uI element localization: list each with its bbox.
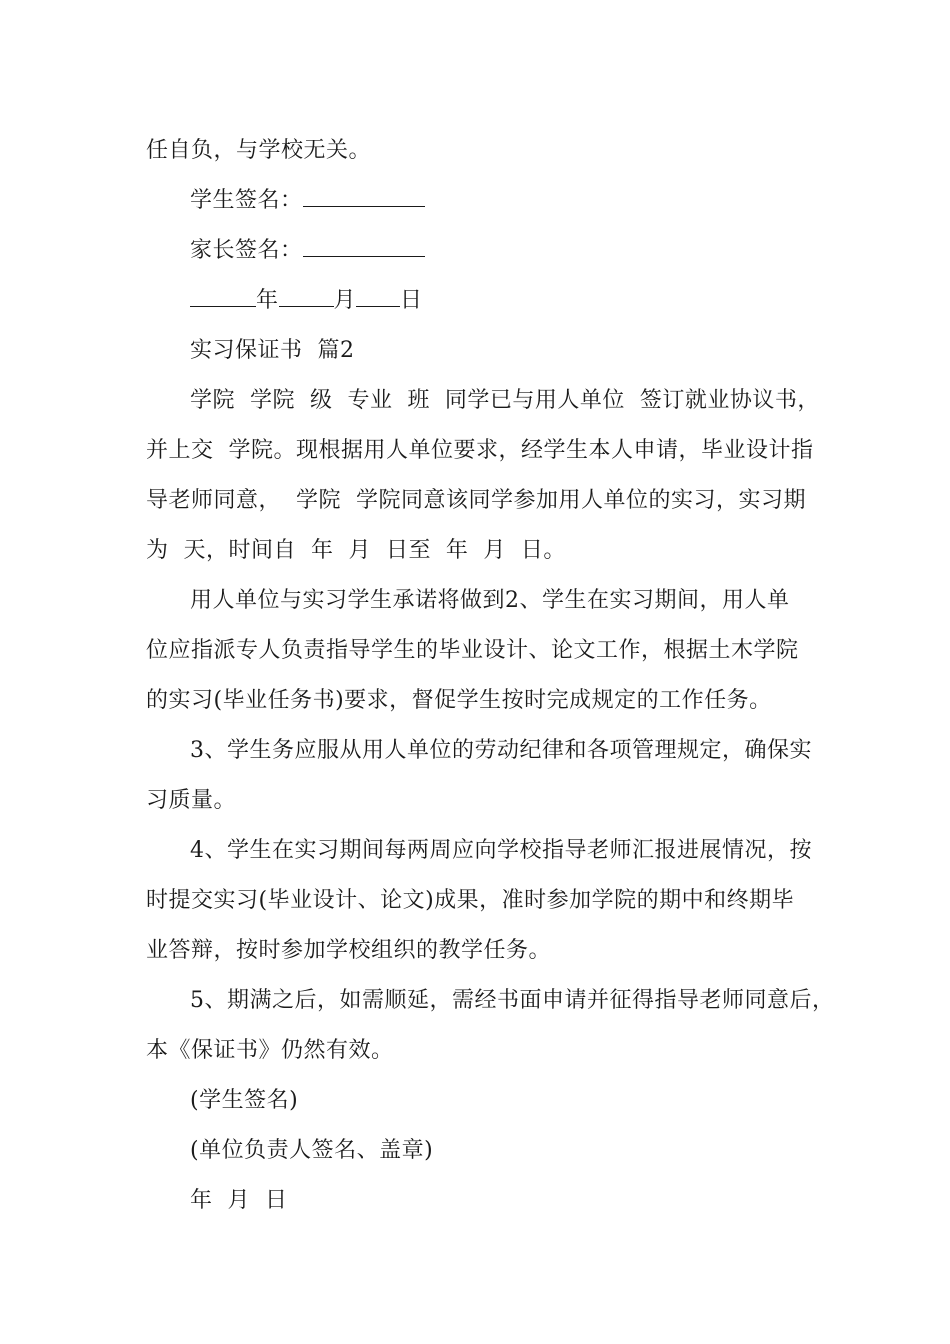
parent-signature-blank <box>303 236 425 257</box>
paragraph-line: 并上交 学院。现根据用人单位要求，经学生本人申请，毕业设计指 <box>146 438 814 463</box>
paragraph-line: 的实习(毕业任务书)要求，督促学生按时完成规定的工作任务。 <box>146 688 772 713</box>
paragraph-line: 位应指派专人负责指导学生的毕业设计、论文工作，根据土木学院 <box>146 638 799 663</box>
paragraph-line: 5、期满之后，如需顺延，需经书面申请并征得指导老师同意后， <box>190 988 835 1013</box>
paragraph-line: 学院 学院 级 专业 班 同学已与用人单位 签订就业协议书， <box>190 388 820 413</box>
parent-signature-label: 家长签名： <box>190 238 303 263</box>
signature-date-line <box>190 286 870 316</box>
section-title: 实习保证书 篇2 <box>190 338 355 363</box>
paragraph-line: 为 天，时间自 年 月 日至 年 月 日。 <box>146 538 566 563</box>
closing-date: 年 月 日 <box>190 1188 288 1213</box>
paragraph-line: 时提交实习(毕业设计、论文)成果，准时参加学院的期中和终期毕 <box>146 888 795 913</box>
intro-tail-text: 任自负，与学校无关。 <box>146 138 372 163</box>
day-blank <box>356 286 400 307</box>
paragraph-line: 习质量。 <box>146 788 237 813</box>
unit-sign-note: (单位负责人签名、盖章) <box>190 1138 434 1163</box>
date-day-label: 日 <box>400 288 423 313</box>
student-signature-line <box>190 186 870 216</box>
paragraph-line: 业答辩，按时参加学校组织的教学任务。 <box>146 938 552 963</box>
paragraph-line: 3、学生务应服从用人单位的劳动纪律和各项管理规定，确保实 <box>190 738 812 763</box>
date-year-label: 年 <box>256 288 279 313</box>
year-blank <box>190 286 256 307</box>
student-signature-blank <box>303 186 425 207</box>
paragraph-line: 本《保证书》仍然有效。 <box>146 1038 394 1063</box>
student-signature-label: 学生签名： <box>190 188 303 213</box>
student-sign-note: (学生签名) <box>190 1088 299 1113</box>
date-month-label: 月 <box>333 288 357 313</box>
paragraph-line: 用人单位与实习学生承诺将做到2、学生在实习期间，用人单 <box>190 588 790 613</box>
parent-signature-line <box>190 236 870 266</box>
paragraph-line: 导老师同意， 学院 学院同意该同学参加用人单位的实习，实习期 <box>146 488 806 513</box>
month-blank <box>279 286 334 307</box>
paragraph-line: 4、学生在实习期间每两周应向学校指导老师汇报进展情况，按 <box>190 838 812 863</box>
